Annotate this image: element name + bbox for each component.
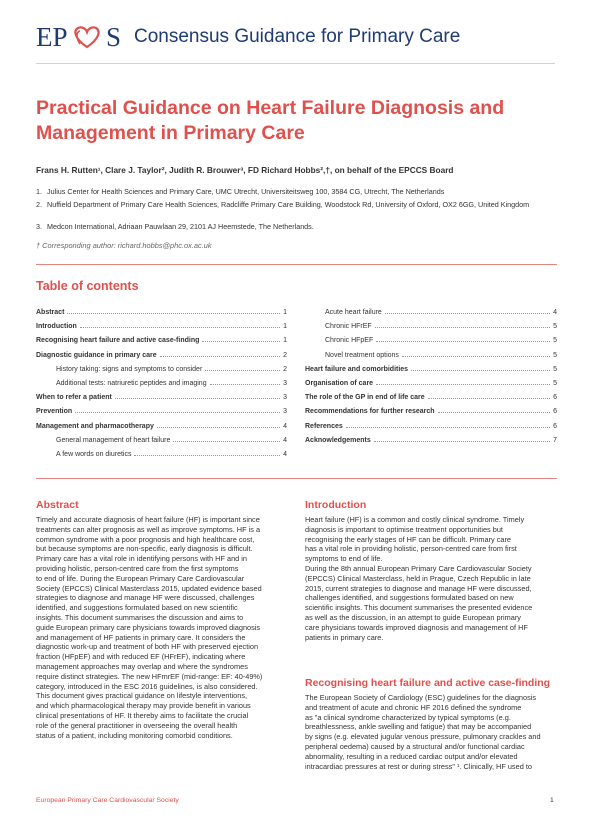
toc-entry-label: Prevention — [36, 408, 73, 416]
text-line: care physicians towards improved diagnosis and management of HF — [305, 622, 528, 632]
text-line: Heart failure (HF) is a common and costly clinical syndrome. Timely — [305, 515, 525, 524]
text-line: fraction (HFpEF) and with reduced EF (HFrEF), indicating where — [36, 652, 246, 662]
affiliation-2 — [36, 200, 556, 210]
toc-leader-dots — [173, 434, 280, 442]
text-line: Primary care has a vital role in identifying persons with HF and in — [36, 554, 248, 564]
toc-leader-dots — [202, 334, 280, 342]
text-line: common syndrome with a poor prognosis and high healthcare cost, — [36, 534, 255, 544]
affiliation-number: 2. — [36, 200, 42, 209]
introduction-heading: Introduction — [305, 499, 367, 511]
toc-title: Table of contents — [36, 279, 139, 293]
text-line: patients in primary care. — [305, 632, 384, 642]
toc-leader-dots — [385, 306, 550, 314]
toc-entry[interactable] — [36, 334, 287, 344]
toc-entry-page: 2 — [283, 351, 287, 359]
toc-entry-label: Diagnostic guidance in primary care — [36, 351, 157, 359]
text-line: status of a patient, including monitoring comorbid conditions. — [36, 730, 233, 740]
toc-entry[interactable] — [36, 420, 287, 430]
toc-entry[interactable] — [305, 434, 557, 444]
text-line: category, introduced in the ESC 2016 guidelines, is also considered. — [36, 681, 258, 691]
toc-entry-label: Organisation of care — [305, 380, 374, 387]
toc-entry-label: Abstract — [36, 309, 65, 316]
toc-entry-page: 6 — [553, 422, 557, 430]
text-line: 2015, current strategies to diagnose and manage HF were discussed, — [305, 583, 532, 593]
toc-leader-dots — [134, 448, 280, 456]
toc-entry[interactable] — [36, 306, 287, 316]
toc-entry[interactable] — [56, 377, 287, 387]
header-divider — [36, 63, 555, 64]
toc-entry-label: Chronic HFpEF — [325, 337, 374, 345]
toc-entry-page: 6 — [553, 408, 557, 416]
toc-leader-dots — [376, 377, 550, 385]
toc-entry-page: 5 — [553, 365, 557, 373]
toc-entry-page: 6 — [553, 394, 557, 402]
section-divider — [36, 264, 557, 265]
toc-entry-page: 1 — [283, 337, 287, 345]
toc-entry-page: 7 — [553, 436, 557, 444]
abstract-heading: Abstract — [36, 499, 79, 511]
toc-entry-label: Recognising heart failure and active case-finding — [36, 337, 200, 345]
affiliation-1 — [36, 187, 556, 197]
section-divider — [36, 478, 557, 479]
text-line: recognising the early stages of HF can be difficult. Primary care — [305, 534, 511, 544]
introduction-body — [305, 515, 560, 642]
toc-entry-page: 5 — [553, 323, 557, 331]
epccs-logo — [36, 22, 122, 52]
toc-entry-page: 1 — [283, 323, 287, 331]
text-line: breathlessness, ankle swelling and fatigue) that may be accompanied — [305, 722, 532, 732]
text-line: treatments can alter prognosis as well as improve symptoms. HF is a — [36, 524, 261, 534]
affiliation-text: Nuffield Department of Primary Care Health Sciences, Radcliffe Primary Care Building, Woodstock Rd, University of Oxford, OX2 6GG, United Kingdom — [47, 200, 530, 209]
text-line: Timely and accurate diagnosis of heart failure (HF) is important since — [36, 515, 260, 524]
text-line: During the 8th annual European Primary Care Cardiovascular Society — [305, 563, 532, 573]
text-line: clinical presentations of HF. It thereby aims to facilitate the crucial — [36, 710, 249, 720]
toc-leader-dots — [210, 377, 281, 385]
text-line: and which pharmacological therapy may provide benefit in various — [36, 701, 251, 711]
text-line: Society (EPCCS) Clinical Masterclass 2015, updated evidence based — [36, 583, 262, 593]
toc-entry[interactable] — [36, 391, 287, 401]
text-line: role of the general practitioner in overseeing the overall health — [36, 720, 238, 730]
toc-entry-page: 1 — [283, 309, 287, 316]
toc-leader-dots — [157, 420, 280, 428]
toc-entry-label: A few words on diuretics — [56, 451, 132, 458]
toc-entry-label: Introduction — [36, 323, 77, 331]
toc-leader-dots — [205, 363, 280, 371]
toc-entry-page: 3 — [283, 408, 287, 416]
toc-entry-label: Additional tests: natriuretic peptides and imaging — [56, 380, 207, 387]
toc-entry[interactable] — [325, 306, 557, 316]
recognising-body — [305, 693, 560, 771]
toc-entry-label: The role of the GP in end of life care — [305, 394, 425, 402]
text-line: challenges identified, and suggestions formulated based on new — [305, 593, 514, 603]
toc-leader-dots — [67, 306, 280, 314]
toc-leader-dots — [80, 320, 280, 328]
toc-leader-dots — [75, 405, 280, 413]
toc-entry-page: 5 — [553, 380, 557, 387]
toc-leader-dots — [376, 334, 550, 342]
toc-leader-dots — [375, 320, 550, 328]
toc-entry-label: When to refer a patient — [36, 394, 112, 402]
toc-entry-page: 2 — [283, 365, 287, 373]
toc-entry-label: Novel treatment options — [325, 351, 399, 359]
toc-entry-page: 3 — [283, 380, 287, 387]
toc-entry[interactable] — [56, 434, 287, 444]
toc-entry-page: 4 — [283, 436, 287, 444]
toc-entry-label: Management and pharmacotherapy — [36, 422, 154, 430]
text-line: abnormality, resulting in a reduced cardiac output and/or elevated — [305, 751, 518, 761]
affiliation-text: Julius Center for Health Sciences and Primary Care, UMC Utrecht, Universiteitsweg 100, 3584 CG, Utrecht, The Netherlands — [47, 187, 445, 196]
toc-entry-label: History taking: signs and symptoms to consider — [56, 365, 203, 373]
text-line: identified, and suggestions formulated based on new scientific — [36, 603, 238, 613]
text-line: but because symptoms are non-specific, early diagnosis is difficult. — [36, 544, 253, 554]
toc-leader-dots — [438, 405, 551, 413]
toc-entry-label: Acknowledgements — [305, 436, 371, 444]
toc-entry-page: 5 — [553, 351, 557, 359]
svg-text:S: S — [106, 22, 122, 52]
toc-entry-label: Acute heart failure — [325, 309, 382, 316]
text-line: The European Society of Cardiology (ESC) guidelines for the diagnosis — [305, 693, 537, 702]
text-line: as well as the discussion, in an attempt to guide European primary — [305, 612, 521, 622]
toc-leader-dots — [346, 420, 550, 428]
toc-entry-page: 4 — [283, 422, 287, 430]
toc-entry-label: General management of heart failure — [56, 436, 171, 444]
toc-entry[interactable] — [305, 377, 557, 387]
toc-entry-page: 4 — [553, 309, 557, 316]
toc-entry-label: References — [305, 422, 343, 430]
toc-leader-dots — [115, 391, 280, 399]
toc-entry[interactable] — [305, 363, 557, 373]
toc-leader-dots — [402, 349, 550, 357]
text-line: intracardiac pressures at rest or during stress" ¹. Clinically, HF used to — [305, 761, 532, 771]
corresponding-author: † Corresponding author: richard.hobbs@phc.ox.ac.uk — [36, 241, 212, 250]
toc-entry[interactable] — [36, 349, 287, 359]
text-line: by signs (e.g. elevated jugular venous pressure, pulmonary crackles and — [305, 732, 541, 742]
text-line: require distinct strategies. The new HFmrEF (mid-range: EF: 40-49%) — [36, 671, 263, 681]
article-title — [36, 96, 556, 146]
text-line: diagnosis is important to optimise treatment opportunities but — [305, 524, 503, 534]
text-line: guide European primary care physicians towards improved diagnosis — [36, 622, 261, 632]
toc-entry[interactable] — [325, 349, 557, 359]
text-line: scientific insights. This document summarises the presented evidence — [305, 603, 533, 613]
abstract-body — [36, 515, 298, 740]
toc-entry-page: 3 — [283, 394, 287, 402]
toc-entry[interactable] — [36, 405, 287, 415]
text-line: providing holistic, person-centred care from the first symptoms — [36, 563, 239, 573]
text-line: as "a clinical syndrome characterized by typical symptoms (e.g. — [305, 712, 511, 722]
svg-text:EP: EP — [36, 22, 68, 52]
text-line: peripheral oedema) caused by a structural and/or functional cardiac — [305, 741, 525, 751]
toc-leader-dots — [160, 349, 281, 357]
text-line: insights. This document summarises the discussion and aims to — [36, 612, 244, 622]
toc-entry-page: 4 — [283, 451, 287, 458]
toc-leader-dots — [428, 391, 550, 399]
toc-entry[interactable] — [305, 391, 557, 401]
footer-page-number: 1 — [550, 797, 554, 804]
toc-entry[interactable] — [36, 320, 287, 330]
text-line: diagnostic work-up and treatment of both HF with preserved ejection — [36, 642, 259, 652]
toc-entry-label: Recommendations for further research — [305, 408, 435, 416]
article-title-line2: Management in Primary Care — [36, 122, 305, 144]
recognising-heading: Recognising heart failure and active case-finding — [305, 677, 551, 689]
toc-entry[interactable] — [325, 320, 557, 330]
text-line: has a vital role in providing holistic, person-centred care from first — [305, 544, 517, 554]
authors: Frans H. Rutten¹, Clare J. Taylor², Judith R. Brouwer³, FD Richard Hobbs²,†, on behalf of the EPCCS Board — [36, 165, 454, 175]
toc-entry[interactable] — [305, 405, 557, 415]
affiliation-number: 3. — [36, 222, 42, 231]
affiliation-3 — [36, 222, 556, 232]
footer-society: European Primary Care Cardiovascular Society — [36, 797, 179, 804]
toc-entry[interactable] — [56, 448, 287, 458]
toc-entry[interactable] — [325, 334, 557, 344]
text-line: This document gives practical guidance on lifestyle interventions, — [36, 691, 248, 701]
affiliation-text: Medcon International, Adriaan Pauwlaan 29, 2101 AJ Heemstede, The Netherlands. — [47, 222, 314, 231]
toc-leader-dots — [411, 363, 550, 371]
text-line: and treatment of acute and chronic HF 2016 defined the syndrome — [305, 702, 522, 712]
affiliation-number: 1. — [36, 187, 42, 196]
text-line: symptoms to end of life. — [305, 554, 383, 564]
text-line: and management of HF patients in primary care. It considers the — [36, 632, 246, 642]
toc-entry[interactable] — [56, 363, 287, 373]
toc-entry[interactable] — [305, 420, 557, 430]
article-title-line1: Practical Guidance on Heart Failure Diagnosis and — [36, 97, 505, 119]
text-line: to end of life. During the European Primary Care Cardiovascular — [36, 573, 245, 583]
text-line: strategies to diagnose and manage HF were discussed, challenges — [36, 593, 255, 603]
toc-leader-dots — [374, 434, 550, 442]
toc-entry-label: Heart failure and comorbidities — [305, 365, 409, 373]
text-line: (EPCCS) Clinical Masterclass, held in Prague, Czech Republic in late — [305, 573, 531, 583]
text-line: management approaches may overlap and where the syndromes — [36, 661, 248, 671]
header-title: Consensus Guidance for Primary Care — [134, 26, 461, 47]
toc-entry-label: Chronic HFrEF — [325, 323, 372, 331]
toc-entry-page: 5 — [553, 337, 557, 345]
